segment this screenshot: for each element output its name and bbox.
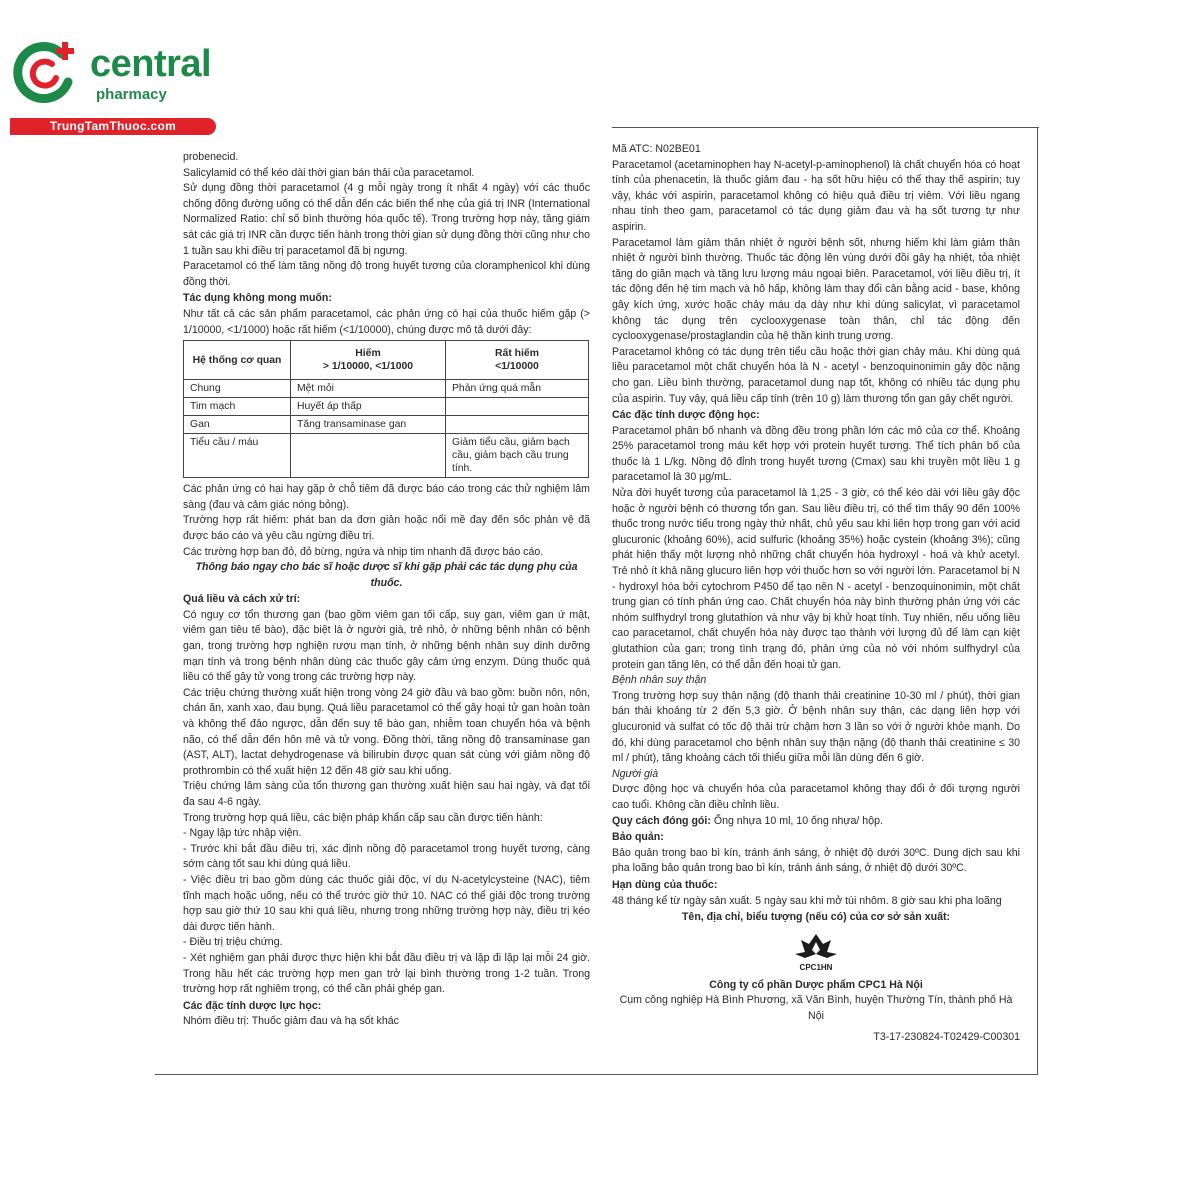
table-cell: Tim mạch	[184, 398, 291, 416]
table-row	[184, 434, 589, 478]
table-cell: Chung	[184, 380, 291, 398]
table-cell: Huyết áp thấp	[291, 398, 446, 416]
paragraph: Salicylamid có thể kéo dài thời gian bán thải của paracetamol.	[183, 166, 475, 179]
list-item: - Ngay lập tức nhập viện.	[183, 827, 302, 840]
subheading-renal: Bệnh nhân suy thận	[612, 674, 707, 687]
table-row	[184, 398, 589, 416]
paragraph: Nửa đời huyết tương của paracetamol là 1,25 - 3 giờ, có thể kéo dài với liều gây độc hoặc ở người bệnh có thương tổn gan. Sau liều điều trị, có thể tìm thấy 90 đến 100% thuốc trong nước tiểu trong ngày thứ nhất, chủ yếu sau khi liên hợp trong gan với acid glucuronic (khoảng 60%), acid sulfuric (khoảng 35%) hoặc cystein (khoảng 3%); cũng phát hiện thấy một lượng nhỏ những chất chuyển hóa hydroxyl - hoá và khử acetyl. Trẻ nhỏ ít khả năng glucuro liên hợp với thuốc hơn so với người lớn. Paracetamol bị N - hydroxyl hóa bởi cytochrom P450 để tạo nên N - acetyl - benzoquinonimin, một chất trung gian có tính phản ứng cao. Chất chuyển hóa này bình thường phản ứng với các nhóm sulfhydryl trong glutathion và như vậy bị khử hoạt tính. Tuy nhiên, nếu uống liều cao paracetamol, chất chuyển hóa này được tạo thành với lượng đủ để làm cạn kiệt glutathion của gan; trong tình trạng đó, phản ứng của nó với nhóm sulfhydryl của protein gan tăng lên, có thể dẫn đến hoại tử gan.	[612, 487, 1020, 671]
section-heading-expiry: Hạn dùng của thuốc:	[612, 878, 718, 891]
paragraph: Paracetamol làm giảm thân nhiệt ở người bệnh sốt, nhưng hiếm khi làm giảm thân nhiệt ở người bình thường. Thuốc tác động lên vùng dưới đồi gây hạ nhiệt, tỏa nhiệt tăng do giãn mạch và tăng lưu lượng máu ngoại biên. Paracetamol, với liều điều trị, ít tác động đến hệ tim mạch và hô hấp, không làm thay đổi cân bằng acid - base, không gây kích ứng, xước hoặc chảy máu dạ dày như khi dùng salicylat, vì paracetamol không tác dụng trên cyclooxygenase toàn thân, chỉ tác động đến cyclooxygenase/prostaglandin của hệ thần kinh trung ương.	[612, 236, 1020, 343]
cpc1hn-logo-text: CPC1HN	[799, 962, 833, 972]
paragraph: Trong trường hợp suy thận nặng (độ thanh thải creatinine 10-30 ml / phút), thời gian bán thải khoảng từ 2 đến 5,3 giờ. Ở bệnh nhân suy thận, các dạng liên hợp với glucuronid và sulfat có tốc độ thải trừ chậm hơn 3 lần so với ở người khỏe mạnh. Do đó, khi dùng paracetamol cho bệnh nhân suy thận nặng (độ thanh thải creatinine ≤ 30 ml / phút), tăng khoảng cách tối thiểu giữa mỗi lần dùng đến 6 giờ.	[612, 689, 1020, 765]
paragraph: Triệu chứng lâm sàng của tổn thương gan thường xuất hiện sau hai ngày, và đạt tối đa sau 4-6 ngày.	[183, 780, 590, 808]
paragraph: Các triệu chứng thường xuất hiện trong vòng 24 giờ đầu và bao gồm: buồn nôn, nôn, chán ăn, xanh xao, đau bụng. Quá liều paracetamol có thể gây hoại tử gan hoàn toàn và không thể đảo ngược, dẫn đến suy tế bào gan, nhiễm toan chuyển hóa và bệnh não, có thể dẫn đến hôn mê và tử vong. Đồng thời, tăng nồng độ transaminase gan (AST, ALT), lactat dehydrogenase và bilirubin được quan sát cùng với giảm nồng độ prothrombin có thể xuất hiện 12 đến 48 giờ sau khi uống.	[183, 686, 590, 777]
section-heading-side-effects: Tác dụng không mong muốn:	[183, 292, 332, 305]
table-row	[184, 416, 589, 434]
paragraph: Bảo quản trong bao bì kín, tránh ánh sáng, ở nhiệt độ dưới 30ºC. Dung dịch sau khi pha loãng bảo quản trong bao bì kín, tránh ánh sáng, ở nhiệt độ dưới 30ºC.	[612, 846, 1020, 875]
side-effect-notice: Thông báo ngay cho bác sĩ hoặc dược sĩ khi gặp phải các tác dụng phụ của thuốc.	[195, 561, 578, 589]
list-item: - Việc điều trị bao gồm dùng các thuốc giải độc, ví dụ N-acetylcysteine (NAC), tiêm tĩnh mạch hoặc uống, nếu có thể trước giờ thứ 10. NAC có thể giải độc trong trường hợp sau giờ thứ 10 sau khi quá liều, nhưng trong những trường hợp này, điều trị kéo dài được tiến hành.	[183, 873, 590, 933]
side-effects-table	[183, 340, 589, 478]
left-column	[183, 150, 590, 1030]
section-heading-overdose: Quá liều và cách xử trí:	[183, 593, 301, 606]
right-column	[612, 142, 1020, 1046]
central-pharmacy-logo-icon	[10, 38, 82, 110]
paragraph: Paracetamol phân bố nhanh và đồng đều trong phần lớn các mô của cơ thể. Khoảng 25% paracetamol trong máu kết hợp với protein huyết tương. Thể tích phân bố của thuốc là 1 L/kg. Nồng độ đỉnh trong huyết tương (Cmax) sau khi truyền một liều 1 g paracetamol là 30 μg/mL.	[612, 424, 1020, 484]
table-cell: Tăng transaminase gan	[291, 416, 446, 434]
table-cell	[446, 416, 589, 434]
brand-sub: pharmacy	[96, 86, 167, 103]
paragraph: probenecid.	[183, 151, 239, 163]
paragraph: Dược động học và chuyển hóa của paracetamol không thay đổi ở đối tượng người cao tuổi. Không cần điều chỉnh liều.	[612, 783, 1020, 811]
paragraph: Nhóm điều trị: Thuốc giảm đau và hạ sốt khác	[183, 1015, 399, 1028]
paragraph: Paracetamol có thể làm tăng nồng độ trong huyết tương của cloramphenicol khi dùng đồng thời.	[183, 260, 590, 288]
list-item: - Trước khi bắt đầu điều trị, xác định nồng độ paracetamol trong huyết tương, càng sớm càng tốt sau khi dùng quá liều.	[183, 842, 590, 871]
table-cell	[446, 398, 589, 416]
table-header: Hiếm > 1/10000, <1/1000	[291, 341, 446, 380]
brand-banner: TrungTamThuoc.com	[10, 118, 216, 135]
table-cell: Mệt mỏi	[291, 380, 446, 398]
manufacturer-address: Cụm công nghiệp Hà Bình Phương, xã Văn Bình, huyện Thường Tín, thành phố Hà Nội	[619, 994, 1013, 1022]
table-row	[184, 380, 589, 398]
section-heading-packaging: Quy cách đóng gói:	[612, 814, 711, 827]
paragraph: Paracetamol (acetaminophen hay N-acetyl-p-aminophenol) là chất chuyển hóa có hoạt tính của phenacetin, là thuốc giảm đau - hạ sốt hữu hiệu có thể thay thế aspirin; tuy vậy, khác với aspirin, paracetamol không có hiệu quả điều trị viêm. Với liều ngang nhau tính theo gam, paracetamol có tác dụng giảm đau và hạ sốt tương tự như aspirin.	[612, 158, 1020, 233]
paragraph: Các trường hợp ban đỏ, đỏ bừng, ngứa và nhịp tim nhanh đã được báo cáo.	[183, 545, 544, 558]
section-heading-pharmacokinetics: Các đặc tính dược động học:	[612, 409, 760, 422]
table-cell: Giảm tiểu cầu, giảm bạch cầu, giảm bạch cầu trung tính.	[446, 434, 589, 478]
table-cell: Phản ứng quá mẫn	[446, 380, 589, 398]
packaging-value: Ống nhựa 10 ml, 10 ống nhựa/ hộp.	[710, 814, 883, 827]
document-reference: T3-17-230824-T02429-C00301	[873, 1031, 1020, 1044]
packaging-line	[612, 814, 1020, 830]
cpc1hn-logo-icon	[793, 932, 839, 976]
brand-name: central	[90, 43, 212, 85]
atc-code: Mã ATC: N02BE01	[612, 143, 701, 155]
list-item: - Điều trị triệu chứng.	[183, 936, 283, 949]
table-header: Hệ thống cơ quan	[184, 341, 291, 380]
table-cell	[291, 434, 446, 478]
list-item: - Xét nghiệm gan phải được thực hiện khi bắt đầu điều trị và lặp đi lặp lại mỗi 24 giờ. Trong hầu hết các trường hợp men gan trở lại bình thường trong 1-2 tuần. Trong trường hợp rất nghiêm trọng, có thể cần phải ghép gan.	[183, 951, 590, 996]
subheading-elderly: Người già	[612, 767, 659, 780]
table-cell: Tiểu cầu / máu	[184, 434, 291, 478]
brand-logo[interactable]	[10, 38, 220, 138]
paragraph: Có nguy cơ tổn thương gan (bao gồm viêm gan tối cấp, suy gan, viêm gan ứ mật, viêm gan tiêu tế bào), đặc biệt là ở người già, trẻ nhỏ, ở những bệnh nhân có bệnh gan, trong trường hợp nghiện rượu mạn tính, ở những bệnh nhân suy dinh dưỡng mạn tính và trong bệnh nhân dùng các thuốc gây cảm ứng enzym. Dùng thuốc quá liều có thể gây tử vong trong các trường hợp này.	[183, 608, 590, 684]
paragraph: Paracetamol không có tác dụng trên tiểu cầu hoặc thời gian chảy máu. Khi dùng quá liều paracetamol một chất chuyển hóa là N - acetyl - benzoquinonimin gây độc nặng cho gan. Liều bình thường, paracetamol dung nạp tốt, không có nhiều tác dụng phụ của aspirin. Tuy vậy, quá liều cấp tính (trên 10 g) làm thương tổn gan gây chết người.	[612, 345, 1020, 405]
manufacturer-name: Công ty cổ phần Dược phẩm CPC1 Hà Nội	[709, 978, 923, 991]
section-heading-manufacturer: Tên, địa chỉ, biểu tượng (nếu có) của cơ sở sản xuất:	[681, 911, 951, 924]
paragraph: 48 tháng kể từ ngày sản xuất. 5 ngày sau khi mở túi nhôm. 8 giờ sau khi pha loãng	[612, 894, 1002, 907]
paragraph: Trong trường hợp quá liều, các biện pháp khẩn cấp sau cần được tiến hành:	[183, 811, 543, 824]
table-cell: Gan	[184, 416, 291, 434]
table-header: Rất hiếm <1/10000	[446, 341, 589, 380]
leaflet-frame-top	[612, 127, 1039, 128]
section-heading-pharmacodynamics: Các đặc tính dược lực học:	[183, 999, 322, 1012]
paragraph: Trường hợp rất hiếm: phát ban da đơn giản hoặc nổi mề đay đến sốc phản vệ đã được báo cáo và yêu cầu ngừng điều trị.	[183, 514, 590, 542]
paragraph: Như tất cả các sản phẩm paracetamol, các phản ứng có hại của thuốc hiếm gặp (> 1/10000, <1/1000) hoặc rất hiếm (<1/10000), chúng được mô tả dưới đây:	[183, 307, 590, 336]
table-header-row	[184, 341, 589, 380]
paragraph: Các phản ứng có hại hay gặp ở chỗ tiêm đã được báo cáo trong các thử nghiệm lâm sàng (đau và cảm giác nóng bỏng).	[183, 483, 590, 511]
section-heading-storage: Bảo quản:	[612, 831, 664, 844]
paragraph: Sử dụng đồng thời paracetamol (4 g mỗi ngày trong ít nhất 4 ngày) với các thuốc chống đông đường uống có thể dẫn đến các biến thể nhẹ của giá trị INR (International Normalized Ratio: chỉ số bình thường hóa quốc tế). Trong trường hợp này, tăng giám sát các giá trị INR cần được tiến hành trong thời gian sử dụng đồng thời cũng như cho 1 tuần sau khi điều trị paracetamol đã bị ngưng.	[183, 182, 590, 257]
